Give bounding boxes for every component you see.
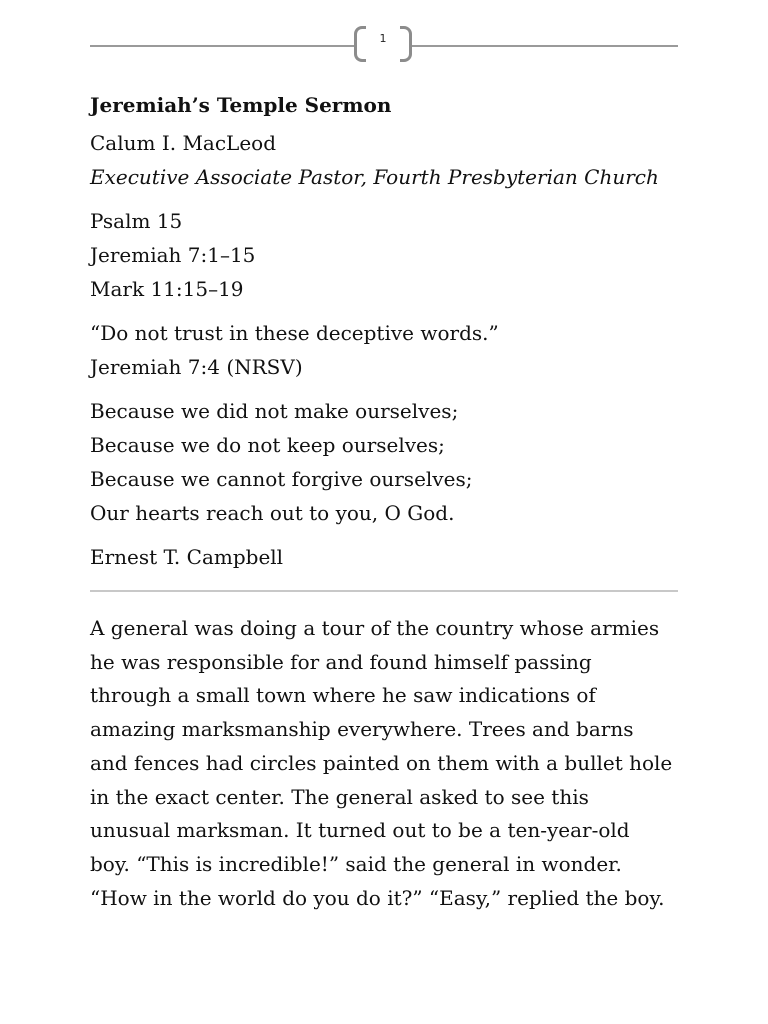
body-line: in the exact center. The general asked to see this	[90, 784, 589, 809]
body-line: and fences had circles painted on them with a bullet hole	[90, 750, 673, 775]
body-line: through a small town where he saw indications of	[90, 683, 596, 708]
section-divider	[90, 590, 678, 592]
prayer-line: Because we did not make ourselves;	[90, 399, 459, 423]
body-line: unusual marksman. It turned out to be a ten-year-old	[90, 818, 630, 843]
sermon-title: Jeremiah’s Temple Sermon	[90, 93, 392, 117]
header-rule-left	[90, 45, 354, 47]
reading-item: Psalm 15	[90, 209, 183, 233]
epigraph	[90, 316, 682, 384]
prayer-attribution: Ernest T. Campbell	[90, 545, 284, 569]
prayer-line: Because we cannot forgive ourselves;	[90, 467, 473, 491]
page-number: 1	[379, 32, 387, 45]
author-name: Calum I. MacLeod	[90, 131, 277, 155]
body-paragraph	[90, 612, 682, 915]
sermon-content	[90, 90, 682, 915]
epigraph-quote: “Do not trust in these deceptive words.”	[90, 321, 499, 345]
readings-list	[90, 204, 682, 306]
prayer	[90, 394, 682, 530]
reading-item: Jeremiah 7:1–15	[90, 243, 256, 267]
prayer-line: Our hearts reach out to you, O God.	[90, 501, 455, 525]
body-line: “How in the world do you do it?” “Easy,” replied the boy.	[90, 885, 665, 910]
body-line: he was responsible for and found himself passing	[90, 649, 592, 674]
author-role: Executive Associate Pastor, Fourth Presbyterian Church	[90, 165, 659, 189]
left-bracket-icon	[354, 26, 366, 62]
page-header	[90, 26, 678, 66]
epigraph-citation: Jeremiah 7:4 (NRSV)	[90, 355, 303, 379]
body-line: A general was doing a tour of the country whose armies	[90, 616, 660, 640]
body-line: boy. “This is incredible!” said the general in wonder.	[90, 851, 622, 876]
header-rule-right	[412, 45, 678, 47]
right-bracket-icon	[400, 26, 412, 62]
reading-item: Mark 11:15–19	[90, 277, 244, 301]
prayer-line: Because we do not keep ourselves;	[90, 433, 445, 457]
body-line: amazing marksmanship everywhere. Trees and barns	[90, 717, 634, 742]
